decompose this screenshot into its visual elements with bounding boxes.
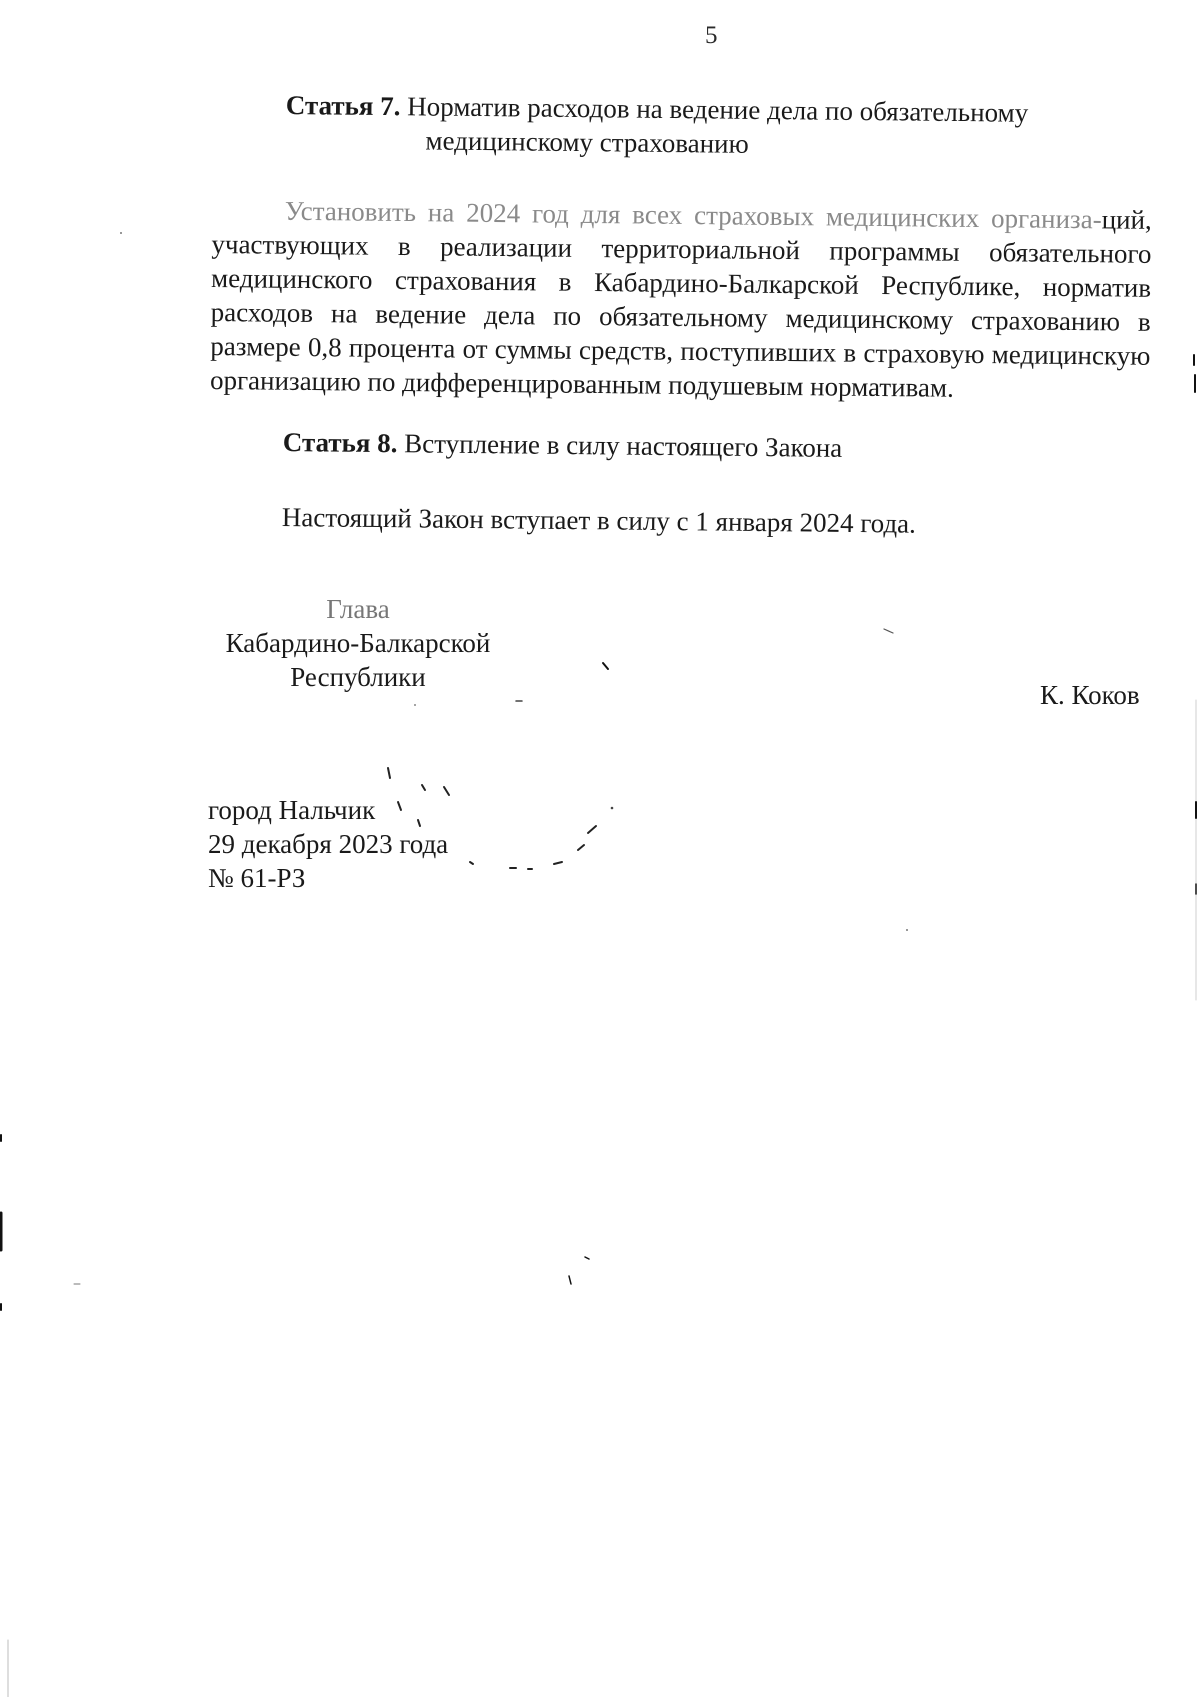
article-7-title-line2: медицинскому страхованию <box>425 125 749 159</box>
article-7-heading <box>285 88 1106 165</box>
article-8-label: Статья 8. <box>282 426 398 459</box>
issuance-place: город Нальчик <box>208 795 376 825</box>
article-7-body-faded-text: Установить на 2024 год для всех страховых медицинских организа- <box>284 195 1102 235</box>
article-8-body: Настоящий Закон вступает в силу с 1 января 2024 года. <box>281 501 917 539</box>
article-7-title-line1: Норматив расходов на ведение дела по обязательному <box>407 91 1029 128</box>
signatory-title-line1: Глава <box>326 594 390 624</box>
page-number: 5 <box>705 22 718 49</box>
signatory-name: К. Коков <box>1040 680 1140 710</box>
signatory-title-line3: Республики <box>290 662 426 692</box>
article-8-title: Вступление в силу настоящего Закона <box>404 428 843 463</box>
article-7-body-text: ций, участвующих в реализации территориальной программы обязательного медицинского страхования в Кабардино-Балкарской Республике, норматив расходов на ведение дела по обязательному медицинскому страхованию в размере 0,8 процента от суммы средств, поступивших в страховую медицинскую организацию по дифференцированным подушевым нормативам. <box>209 204 1152 403</box>
article-7-body <box>210 193 1152 407</box>
signatory-title-line2: Кабардино-Балкарской <box>225 628 491 658</box>
issuance-date: 29 декабря 2023 года <box>208 829 449 859</box>
article-7-label: Статья 7. <box>285 89 401 122</box>
article-8-heading <box>283 425 843 465</box>
issuance-number: № 61-РЗ <box>208 863 306 893</box>
signatory-title <box>208 592 508 694</box>
stamp-remnant-marks <box>370 740 630 880</box>
